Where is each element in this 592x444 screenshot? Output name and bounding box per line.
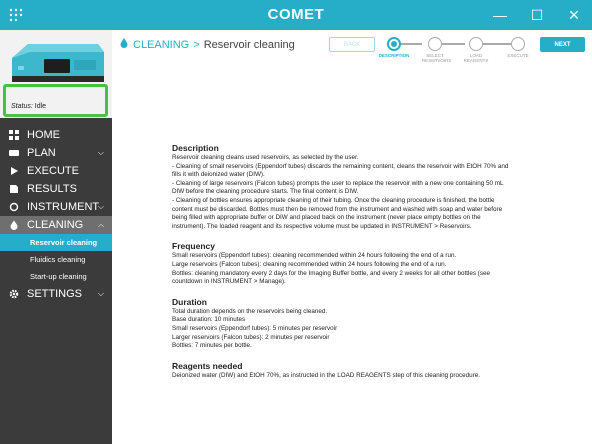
nav-item-cleaning[interactable]	[0, 216, 112, 234]
sub-item-label: Start-up cleaning	[30, 272, 87, 281]
section-body	[172, 372, 512, 381]
status-label: Status:	[11, 103, 33, 110]
nav-label-settings: SETTINGS	[27, 288, 83, 300]
section-body	[172, 154, 512, 231]
close-icon: ✕	[568, 6, 580, 23]
drop-icon	[9, 220, 19, 230]
nav-item-execute[interactable]	[0, 162, 112, 180]
page-header	[112, 30, 592, 70]
paragraph: - Cleaning of bottles ensures appropriate cleaning of their tubing. Once the cleaning procedure is finished, the bottle content must be discarded. Bottles must then be removed from the instrument and washed with soap and water before being filled with appropriate buffer or DIW and placed back on the instrument (never place empty bottles on the instrument). The loaded reagent and its respective volume must be updated in INSTRUMENT > Reservoirs.	[172, 196, 503, 230]
nav-label-plan: PLAN	[27, 147, 56, 159]
paragraph: Base duration: 10 minutes	[172, 316, 246, 324]
grid-icon	[9, 130, 19, 140]
sub-item-reservoir-cleaning[interactable]	[0, 234, 112, 251]
nav-item-instrument[interactable]	[0, 198, 112, 216]
nav-label-home: HOME	[27, 129, 60, 141]
step-select-reservoirs[interactable]	[428, 37, 442, 51]
instrument-image	[0, 30, 112, 90]
back-button[interactable]: BACK	[329, 37, 375, 52]
sub-item-label: Fluidics cleaning	[30, 255, 86, 264]
section-title: Duration	[172, 296, 207, 307]
step-label-load-reagents: LOAD REAGENTS	[463, 53, 489, 63]
step-label-description: DESCRIPTION	[378, 53, 410, 58]
nav-item-results[interactable]	[0, 180, 112, 198]
section-title: Description	[172, 143, 219, 153]
section-body	[172, 252, 512, 286]
paragraph: Small reservoirs (Eppendorf tubes): 5 minutes per reservoir	[172, 324, 338, 332]
section-title: Reagents needed	[172, 360, 243, 371]
paragraph: Reservoir cleaning cleans used reservoirs, as selected by the user.	[172, 154, 359, 161]
chevron-down-icon: ⌵	[97, 289, 104, 298]
status-value: Idle	[34, 103, 47, 110]
paragraph: - Cleaning of large reservoirs (Falcon tubes) prompts the user to replace the reservoir with a new one containing 50 mL DIW before the cleaning procedure starts. The final content is DIW.	[172, 179, 504, 196]
next-button[interactable]: NEXT	[540, 37, 585, 52]
results-icon	[9, 184, 19, 194]
nav-item-plan[interactable]	[0, 144, 112, 162]
gear-icon	[9, 289, 19, 299]
device-panel	[0, 30, 112, 118]
nav-label-cleaning: CLEANING	[27, 219, 84, 231]
close-button[interactable]	[552, 0, 592, 30]
description-content	[172, 143, 512, 390]
chevron-down-icon: ⌵	[97, 202, 104, 211]
chevron-up-icon: ⌵	[97, 222, 104, 231]
sub-item-label: Reservoir cleaning	[30, 238, 98, 247]
sidebar	[0, 30, 112, 444]
paragraph: Bottles: 7 minutes per bottle.	[172, 342, 252, 350]
plan-icon	[9, 148, 19, 158]
section-description	[172, 143, 512, 231]
step-label-select-reservoirs: SELECT RESERVOIRS	[422, 53, 452, 63]
app-logo-icon	[8, 7, 24, 23]
title-bar	[0, 0, 592, 30]
nav-label-execute: EXECUTE	[27, 165, 79, 177]
breadcrumb-page: Reservoir cleaning	[203, 38, 295, 51]
paragraph: - Cleaning of small reservoirs (Eppendorf tubes) discards the remaining content, cleans the reservoir with EtOH 70% and fills it with deionized water (DIW).	[172, 162, 509, 179]
step-execute[interactable]	[511, 37, 525, 51]
main-nav	[0, 126, 112, 303]
status-text	[11, 103, 46, 110]
chevron-down-icon: ⌵	[97, 148, 104, 157]
nav-label-instrument: INSTRUMENT	[27, 201, 100, 213]
section-frequency	[172, 241, 512, 286]
breadcrumb-section[interactable]: CLEANING	[133, 38, 190, 51]
instrument-icon	[9, 202, 19, 212]
minimize-icon: —	[493, 7, 507, 23]
nav-label-results: RESULTS	[27, 183, 77, 195]
maximize-icon: ☐	[530, 6, 544, 23]
status-box	[3, 84, 108, 117]
breadcrumb-separator: >	[193, 38, 200, 51]
step-label-execute: EXECUTE	[507, 53, 529, 58]
sub-item-startup-cleaning[interactable]	[0, 268, 112, 285]
paragraph: Deionized water (DIW) and EtOH 70%, as instructed in the LOAD REAGENTS step of this cleaning procedure.	[172, 371, 480, 379]
paragraph: Larger reservoirs (Falcon tubes): 2 minutes per reservoir	[172, 333, 330, 341]
paragraph: Small reservoirs (Eppendorf tubes): cleaning recommended within 24 hours following the end of a run.	[172, 252, 457, 260]
section-duration	[172, 297, 512, 351]
section-body	[172, 308, 512, 351]
section-reagents	[172, 361, 512, 381]
paragraph: Large reservoirs (Falcon tubes): cleaning recommended within 24 hours following the end of a run.	[172, 260, 447, 268]
paragraph: Bottles: cleaning mandatory every 2 days for the Imaging Buffer bottle, and every 2 weeks for all other bottles (see countdown in INSTRUMENT > Manage).	[172, 269, 491, 286]
paragraph: Total duration depends on the reservoirs being cleaned.	[172, 307, 328, 315]
play-icon	[9, 166, 19, 176]
section-title: Frequency	[172, 241, 215, 252]
nav-item-home[interactable]	[0, 126, 112, 144]
step-description[interactable]	[387, 37, 401, 51]
nav-item-settings[interactable]	[0, 285, 112, 303]
step-load-reagents[interactable]	[469, 37, 483, 51]
app-title: COMET	[267, 6, 325, 23]
sub-item-fluidics-cleaning[interactable]	[0, 251, 112, 268]
